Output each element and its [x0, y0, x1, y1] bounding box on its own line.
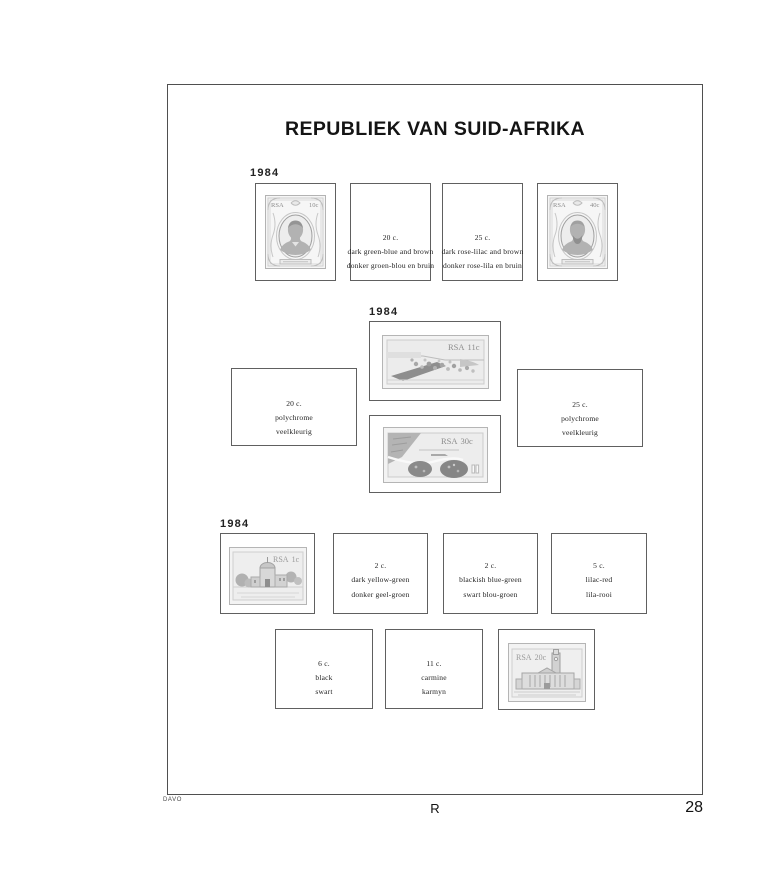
stamp-color-af: swart blou-groen: [463, 589, 518, 599]
stamp-description: [386, 630, 482, 708]
stamp-box-20c-polychrome: [231, 368, 357, 446]
year-label-section3: 1984: [220, 518, 250, 530]
stamp-1c-label: RSA 1c: [273, 555, 300, 564]
stamp-value-line: 2 c.: [484, 561, 497, 571]
stamp-box-11c-carmine: [385, 629, 483, 709]
stamp-value-line: 2 c.: [374, 561, 387, 571]
stamp-color-af: veelkleurig: [276, 427, 312, 437]
stamp-description: [276, 630, 372, 708]
stamp-color-af: lila-rooi: [586, 589, 612, 599]
stamp-color-en: dark rose-lilac and brown: [441, 246, 524, 256]
stamp-value-line: 6 c.: [318, 658, 330, 668]
stamp-color-en: blackish blue-green: [459, 575, 522, 585]
stamp-box-10c: [255, 183, 336, 281]
stamp-box-2c-blue-green: [443, 533, 538, 614]
year-label-section2: 1984: [369, 306, 399, 318]
stamp-11c-image: [382, 335, 489, 389]
stamp-description: [443, 184, 522, 280]
stamp-30c-label: RSA 30c: [441, 436, 473, 446]
publisher-label: DAVO: [163, 797, 182, 803]
stamp-color-en: lilac-red: [585, 575, 613, 585]
stamp-description: [346, 184, 435, 280]
stamp-box-11c: [369, 321, 501, 401]
stamp-value-line: 20 c.: [286, 398, 302, 408]
stamp-40c-country-label: RSA: [553, 202, 566, 209]
stamp-10c-value-label: 10c: [309, 202, 319, 209]
stamp-box-25c-polychrome: [517, 369, 643, 447]
stamp-color-en: black: [315, 672, 333, 682]
stamp-11c-label: RSA 11c: [448, 342, 480, 352]
stamp-1c-image: [229, 547, 307, 605]
stamp-description: [518, 370, 642, 446]
stamp-box-25c-text: [442, 183, 523, 281]
stamp-description: [444, 534, 537, 613]
stamp-value-line: 25 c.: [572, 399, 588, 409]
stamp-value-line: 11 c.: [426, 658, 442, 668]
stamp-box-30c: [369, 415, 501, 493]
page-number: 28: [685, 799, 703, 816]
stamp-color-af: karmyn: [421, 687, 447, 697]
stamp-color-en: polychrome: [275, 412, 313, 422]
stamp-color-af: donker geel-groen: [351, 589, 410, 599]
stamp-10c-country-label: RSA: [271, 202, 284, 209]
stamp-color-en: dark yellow-green: [351, 575, 410, 585]
stamp-value-line: 25 c.: [474, 232, 491, 242]
stamp-40c-value-label: 40c: [590, 202, 600, 209]
stamp-color-en: dark green-blue and brown: [347, 246, 434, 256]
stamp-10c-image: [265, 195, 326, 269]
stamp-box-20c: [498, 629, 595, 710]
stamp-color-af: donker rose-lila en bruin: [443, 261, 522, 271]
stamp-box-5c: [551, 533, 647, 614]
stamp-color-en: polychrome: [561, 413, 599, 423]
stamp-color-af: swart: [315, 687, 333, 697]
year-label-section1: 1984: [250, 167, 280, 179]
stamp-30c-image: [383, 427, 488, 483]
stamp-box-6c: [275, 629, 373, 709]
stamp-20c-image: [508, 643, 586, 702]
stamp-20c-label: RSA 20c: [516, 653, 547, 662]
stamp-40c-image: [547, 195, 608, 269]
stamp-value-line: 5 c.: [593, 561, 605, 571]
page-title: REPUBLIEK VAN SUID-AFRIKA: [285, 118, 585, 140]
stamp-color-af: donker groen-blou en bruin: [346, 261, 435, 271]
stamp-value-line: 20 c.: [382, 232, 399, 242]
stamp-box-1c: [220, 533, 315, 614]
stamp-description: [552, 534, 646, 613]
stamp-color-en: carmine: [421, 672, 447, 682]
stamp-color-af: veelkleurig: [562, 428, 598, 438]
stamp-box-20c-text: [346, 183, 435, 281]
stamp-description: [334, 534, 427, 613]
series-letter: R: [430, 801, 440, 816]
stamp-box-2c-yellow-green: [333, 533, 428, 614]
stamp-description: [232, 369, 356, 445]
stamp-box-40c: [537, 183, 618, 281]
